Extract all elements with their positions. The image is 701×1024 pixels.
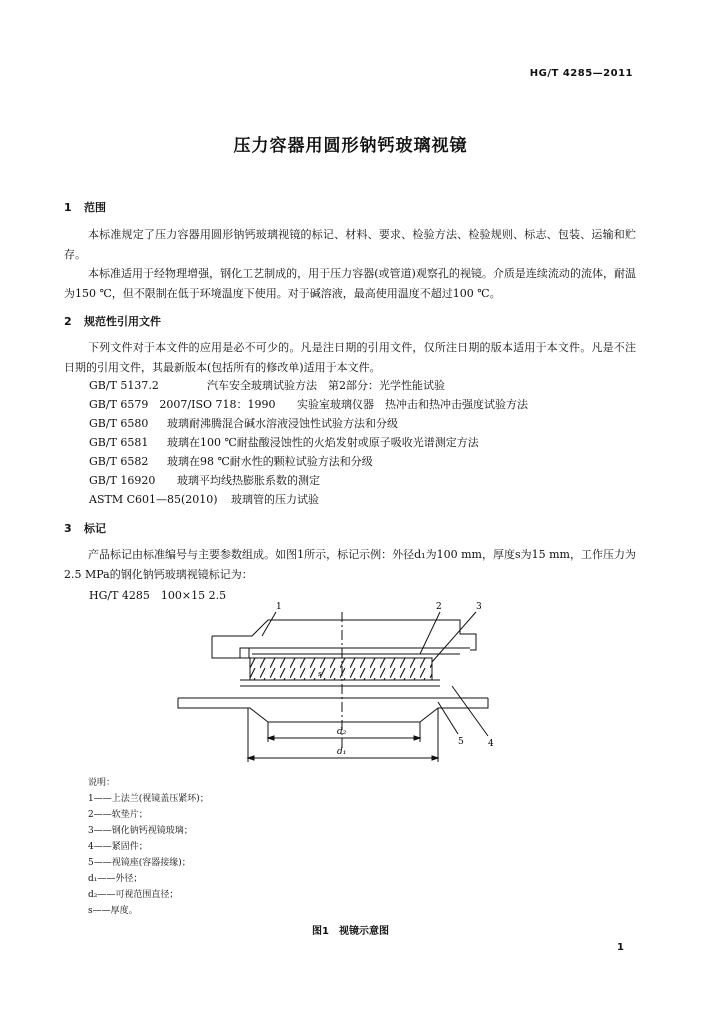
ref-title: 玻璃在100 ℃耐盐酸浸蚀性的火焰发射或原子吸收光谱测定方法 [167, 436, 479, 449]
legend-heading: 说明： [88, 778, 116, 788]
reference-item [89, 396, 528, 412]
section-number: 1 [64, 201, 72, 214]
document-title: 压力容器用圆形钠钙玻璃视镜 [233, 136, 468, 156]
section-heading-scope [64, 199, 106, 215]
normative-refs-intro: 下列文件对于本文件的应用是必不可少的。凡是注日期的引用文件，仅所注日期的版本适用于本文件。凡是不注日期的引用文件，其最新版本(包括所有的修改单)适用于本文件。 [64, 341, 636, 374]
sight-glass-figure [0, 598, 701, 770]
callout-4: 4 [488, 739, 494, 749]
marking-example: HG/T 4285 100×15 2.5 [89, 589, 227, 602]
label-d1: d₁ [337, 747, 347, 757]
marking-paragraph: 产品标记由标准编号与主要参数组成。如图1所示，标记示例：外径d₁为100 mm，厚度s为15 mm，工作压力为2.5 MPa的钢化钠钙玻璃视镜标记为： [64, 548, 636, 581]
reference-item [89, 415, 398, 431]
legend-item: d₂——可视范围直径； [88, 890, 179, 900]
legend-item: 5——视镜座(容器接缘)； [88, 858, 191, 868]
section-heading-normative-refs [64, 313, 161, 329]
callout-2: 2 [436, 602, 442, 612]
ref-code: GB/T 6581 [89, 436, 149, 449]
reference-item [89, 491, 319, 507]
figure-caption: 图1 视镜示意图 [312, 926, 389, 937]
standard-code-header: HG/T 4285—2011 [529, 68, 633, 79]
legend-item: s——厚度。 [88, 906, 138, 916]
ref-code: ASTM C601—85(2010) [89, 493, 218, 506]
ref-code: GB/T 6582 [89, 455, 149, 468]
label-s: s [318, 670, 322, 678]
upper-flange-shape [212, 620, 476, 658]
scope-paragraph-1: 本标准规定了压力容器用圆形钠钙玻璃视镜的标记、材料、要求、检验方法、检验规则、标志、包装、运输和贮存。 [64, 228, 636, 261]
page-number: 1 [617, 942, 624, 953]
section-number: 3 [64, 522, 72, 535]
legend-item: 3——钢化钠钙视镜玻璃； [88, 826, 193, 836]
legend-item: 2——软垫片； [88, 810, 148, 820]
ref-title: 实验室玻璃仪器 热冲击和热冲击强度试验方法 [297, 398, 528, 411]
scope-paragraph-2: 本标准适用于经物理增强，钢化工艺制成的，用于压力容器(或管道)观察孔的视镜。介质是连续流动的流体，耐温为150 ℃，但不限制在低于环境温度下使用。对于碱溶液，最高使用温度不超过100 ℃。 [64, 267, 636, 300]
ref-title: 汽车安全玻璃试验方法 第2部分：光学性能试验 [207, 379, 445, 392]
callout-3: 3 [476, 602, 482, 612]
reference-item [89, 377, 445, 393]
leader-4 [452, 686, 488, 736]
ref-title: 玻璃平均线热膨胀系数的测定 [177, 474, 320, 487]
section-number: 2 [64, 315, 72, 328]
ref-code: GB/T 6579 2007/ISO 718：1990 [89, 398, 276, 411]
section-heading-marking [64, 520, 106, 536]
section-title: 规范性引用文件 [84, 315, 161, 328]
reference-item [89, 453, 373, 469]
ref-title: 玻璃耐沸腾混合碱水溶液浸蚀性试验方法和分级 [167, 417, 398, 430]
ref-code: GB/T 5137.2 [89, 379, 159, 392]
ref-title: 玻璃在98 ℃耐水性的颗粒试验方法和分级 [167, 455, 373, 468]
legend-item: 1——上法兰(视镜盖压紧环)； [88, 794, 209, 804]
section-title: 标记 [84, 522, 106, 535]
legend-item: d₁——外径； [88, 874, 143, 884]
callout-1: 1 [276, 602, 282, 612]
callout-5: 5 [458, 737, 464, 747]
label-d2: d₂ [337, 727, 347, 737]
ref-code: GB/T 6580 [89, 417, 149, 430]
section-title: 范围 [84, 201, 106, 214]
reference-item [89, 434, 479, 450]
reference-item [89, 472, 320, 488]
glass-plate-shape [250, 658, 432, 680]
leader-5 [438, 702, 458, 734]
seat-shape [178, 680, 488, 722]
ref-code: GB/T 16920 [89, 474, 156, 487]
legend-item: 4——紧固件； [88, 842, 148, 852]
ref-title: 玻璃管的压力试验 [231, 493, 319, 506]
